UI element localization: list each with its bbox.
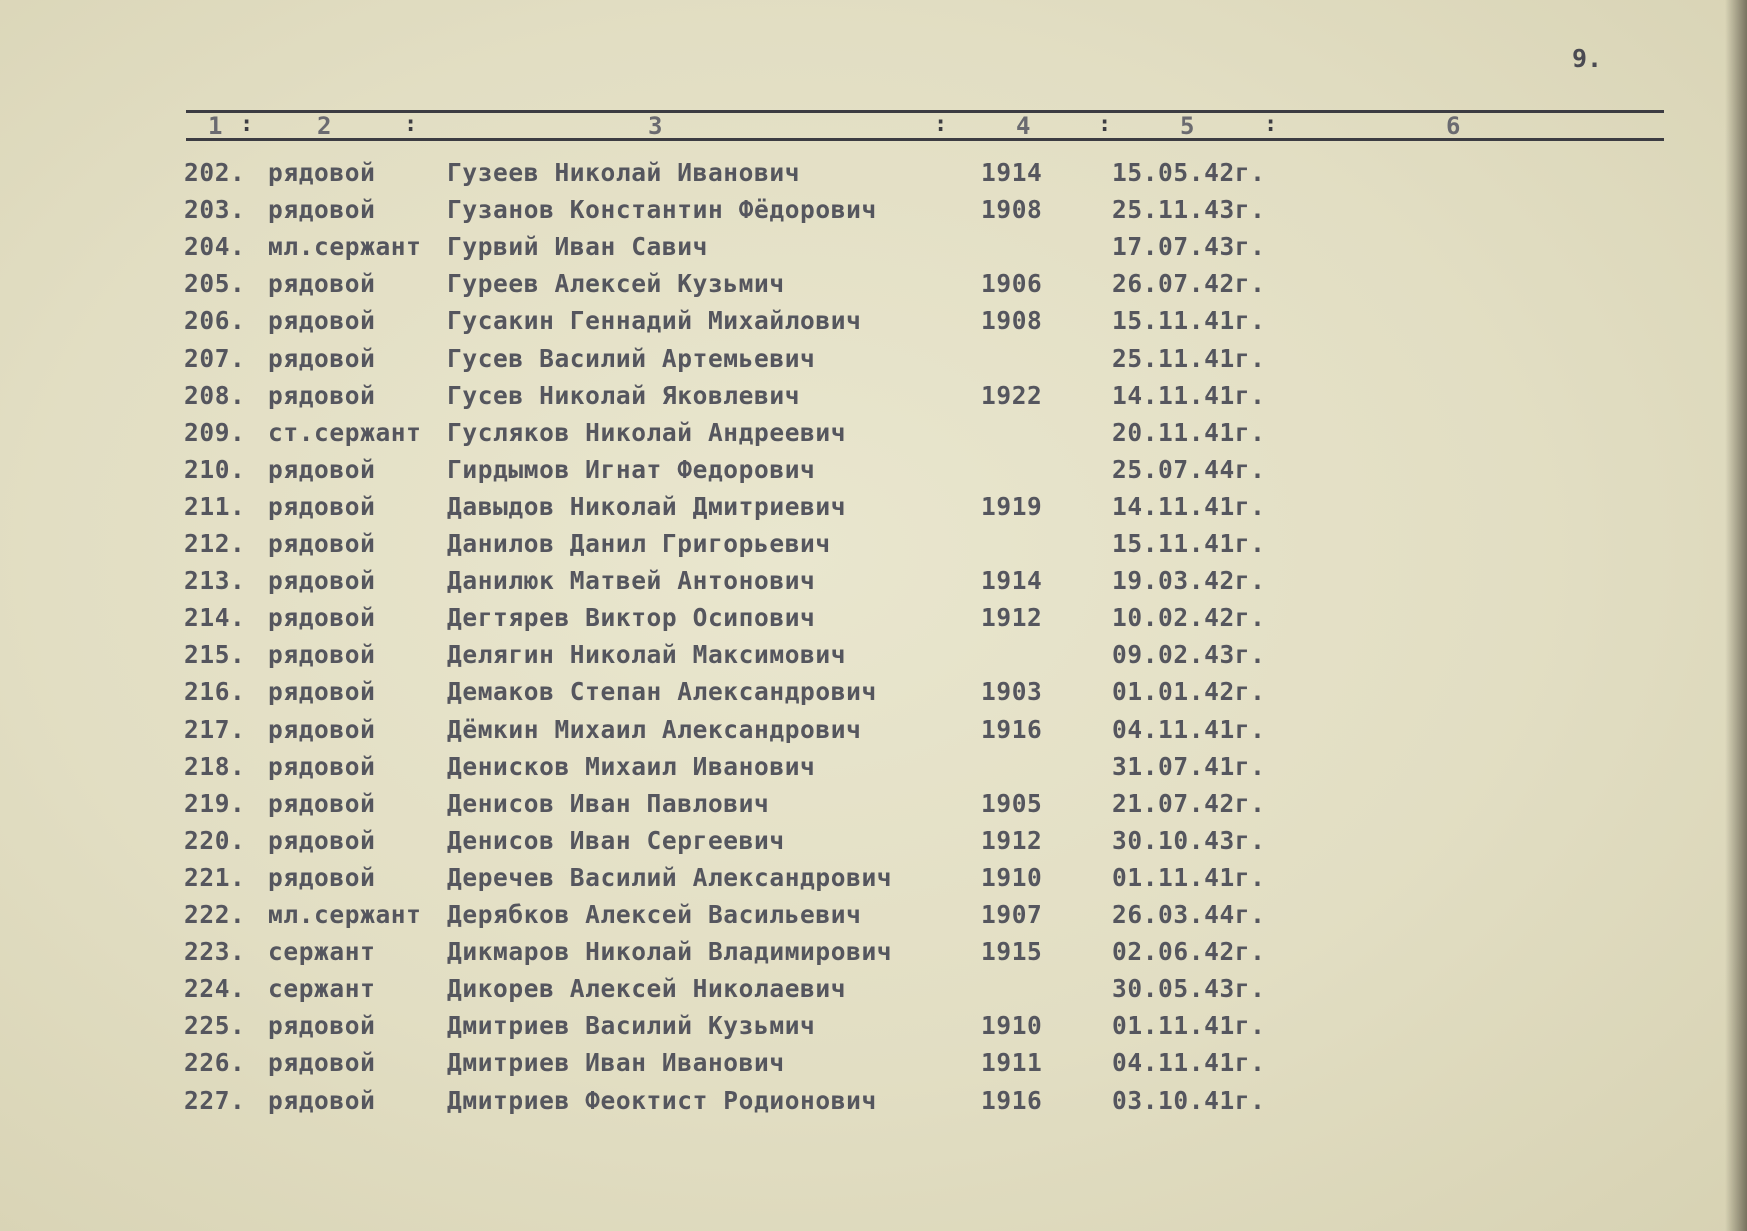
- table-row: [0, 455, 1747, 492]
- column-separator: :: [1264, 112, 1278, 137]
- table-row: [0, 306, 1747, 343]
- record-number: 215.: [184, 640, 246, 670]
- record-birth-year: 1903: [981, 677, 1043, 707]
- record-rank: рядовой: [268, 529, 376, 558]
- record-name: Гирдымов Игнат Федорович: [447, 454, 816, 484]
- table-row: [0, 418, 1747, 455]
- record-number: 224.: [184, 974, 246, 1004]
- record-number: 220.: [184, 825, 246, 855]
- record-number: 225.: [184, 1011, 246, 1041]
- column-header-4: 4: [1016, 112, 1031, 140]
- table-row: [0, 863, 1747, 900]
- column-separator: :: [934, 112, 948, 137]
- record-rank: рядовой: [268, 306, 376, 336]
- record-name: Делягин Николай Максимович: [447, 640, 847, 670]
- table-row: [0, 232, 1747, 269]
- record-rank: рядовой: [268, 788, 376, 818]
- record-rank: рядовой: [268, 677, 376, 707]
- record-number: 221.: [184, 862, 246, 892]
- record-number: 226.: [184, 1048, 246, 1078]
- table-row: [0, 715, 1747, 752]
- record-birth-year: 1912: [981, 603, 1043, 633]
- record-rank: рядовой: [268, 269, 376, 299]
- table-row: [0, 826, 1747, 863]
- record-name: Давыдов Николай Дмитриевич: [447, 491, 847, 521]
- table-row: [0, 974, 1747, 1011]
- column-separator: :: [1098, 112, 1112, 137]
- record-number: 202.: [184, 158, 246, 187]
- record-date: 31.07.41г.: [1112, 751, 1266, 781]
- record-date: 26.07.42г.: [1112, 269, 1266, 299]
- record-name: Дикорев Алексей Николаевич: [447, 974, 847, 1004]
- table-row: [0, 1048, 1747, 1085]
- record-name: Данилов Данил Григорьевич: [447, 529, 831, 558]
- table-row: [0, 529, 1747, 566]
- record-number: 223.: [184, 937, 246, 967]
- column-header-5: 5: [1180, 112, 1195, 140]
- record-rank: рядовой: [268, 603, 376, 633]
- column-header-6: 6: [1446, 112, 1461, 140]
- record-name: Гусляков Николай Андреевич: [447, 417, 847, 447]
- record-number: 205.: [184, 269, 246, 299]
- record-number: 222.: [184, 900, 246, 929]
- record-date: 04.11.41г.: [1112, 1048, 1266, 1078]
- record-rank: мл.сержант: [268, 900, 422, 929]
- record-date: 30.10.43г.: [1112, 825, 1266, 855]
- record-birth-year: 1905: [981, 788, 1043, 818]
- record-rank: рядовой: [268, 640, 376, 670]
- record-name: Демаков Степан Александрович: [447, 677, 877, 707]
- record-birth-year: 1910: [981, 862, 1043, 892]
- table-row: [0, 789, 1747, 826]
- column-separator: :: [404, 112, 418, 137]
- table-row: [0, 640, 1747, 677]
- record-birth-year: 1906: [981, 269, 1043, 299]
- record-rank: ст.сержант: [268, 417, 422, 447]
- table-row: [0, 344, 1747, 381]
- record-rank: рядовой: [268, 751, 376, 781]
- record-birth-year: 1910: [981, 1011, 1043, 1041]
- table-row: [0, 677, 1747, 714]
- record-birth-year: 1914: [981, 158, 1043, 187]
- table-row: [0, 381, 1747, 418]
- record-date: 03.10.41г.: [1112, 1085, 1266, 1115]
- record-date: 09.02.43г.: [1112, 640, 1266, 670]
- record-date: 15.11.41г.: [1112, 306, 1266, 336]
- record-date: 25.11.43г.: [1112, 195, 1266, 225]
- table-row: [0, 492, 1747, 529]
- record-name: Дикмаров Николай Владимирович: [447, 937, 893, 967]
- record-birth-year: 1919: [981, 491, 1043, 521]
- record-date: 25.11.41г.: [1112, 343, 1266, 373]
- record-rank: рядовой: [268, 158, 376, 187]
- record-number: 219.: [184, 788, 246, 818]
- record-rank: рядовой: [268, 343, 376, 373]
- record-number: 216.: [184, 677, 246, 707]
- record-date: 15.11.41г.: [1112, 529, 1266, 558]
- record-name: Гусев Николай Яковлевич: [447, 380, 801, 410]
- record-date: 01.01.42г.: [1112, 677, 1266, 707]
- column-header-3: 3: [648, 112, 663, 140]
- record-name: Данилюк Матвей Антонович: [447, 566, 816, 596]
- record-date: 20.11.41г.: [1112, 417, 1266, 447]
- record-number: 210.: [184, 454, 246, 484]
- record-name: Дмитриев Феоктист Родионович: [447, 1085, 877, 1115]
- record-name: Гуреев Алексей Кузьмич: [447, 269, 785, 299]
- record-number: 212.: [184, 529, 246, 558]
- record-number: 208.: [184, 380, 246, 410]
- record-date: 17.07.43г.: [1112, 232, 1266, 262]
- record-birth-year: 1908: [981, 195, 1043, 225]
- record-number: 206.: [184, 306, 246, 336]
- record-birth-year: 1916: [981, 1085, 1043, 1115]
- record-date: 14.11.41г.: [1112, 380, 1266, 410]
- record-rank: рядовой: [268, 1085, 376, 1115]
- record-name: Гузанов Константин Фёдорович: [447, 195, 877, 225]
- record-number: 218.: [184, 751, 246, 781]
- record-name: Гусакин Геннадий Михайлович: [447, 306, 862, 336]
- table-row: [0, 752, 1747, 789]
- record-date: 10.02.42г.: [1112, 603, 1266, 633]
- record-number: 214.: [184, 603, 246, 633]
- record-name: Денисов Иван Сергеевич: [447, 825, 785, 855]
- record-birth-year: 1908: [981, 306, 1043, 336]
- record-date: 01.11.41г.: [1112, 1011, 1266, 1041]
- record-rank: рядовой: [268, 491, 376, 521]
- record-birth-year: 1922: [981, 380, 1043, 410]
- record-date: 14.11.41г.: [1112, 491, 1266, 521]
- record-rank: рядовой: [268, 862, 376, 892]
- column-separator: :: [240, 112, 254, 137]
- column-header-1: 1: [208, 112, 223, 140]
- record-birth-year: 1914: [981, 566, 1043, 596]
- record-name: Денисов Иван Павлович: [447, 788, 770, 818]
- record-date: 19.03.42г.: [1112, 566, 1266, 596]
- record-rank: мл.сержант: [268, 232, 422, 262]
- record-rank: рядовой: [268, 714, 376, 744]
- record-number: 217.: [184, 714, 246, 744]
- table-row: [0, 195, 1747, 232]
- record-number: 227.: [184, 1085, 246, 1115]
- record-number: 203.: [184, 195, 246, 225]
- record-rank: рядовой: [268, 825, 376, 855]
- record-date: 02.06.42г.: [1112, 937, 1266, 967]
- record-name: Деречев Василий Александрович: [447, 862, 893, 892]
- table-row: [0, 1086, 1747, 1123]
- record-rank: сержант: [268, 974, 376, 1004]
- record-name: Гурвий Иван Савич: [447, 232, 708, 262]
- record-number: 211.: [184, 491, 246, 521]
- record-date: 01.11.41г.: [1112, 862, 1266, 892]
- record-rank: рядовой: [268, 195, 376, 225]
- table-row: [0, 566, 1747, 603]
- record-date: 30.05.43г.: [1112, 974, 1266, 1004]
- record-date: 15.05.42г.: [1112, 158, 1266, 187]
- record-birth-year: 1907: [981, 900, 1043, 929]
- record-name: Гузеев Николай Иванович: [447, 158, 801, 187]
- record-rank: рядовой: [268, 1011, 376, 1041]
- record-rank: рядовой: [268, 454, 376, 484]
- record-name: Дмитриев Василий Кузьмич: [447, 1011, 816, 1041]
- record-rank: рядовой: [268, 1048, 376, 1078]
- record-rank: рядовой: [268, 566, 376, 596]
- record-date: 26.03.44г.: [1112, 900, 1266, 929]
- record-number: 213.: [184, 566, 246, 596]
- table-row: [0, 269, 1747, 306]
- record-name: Дмитриев Иван Иванович: [447, 1048, 785, 1078]
- record-date: 25.07.44г.: [1112, 454, 1266, 484]
- record-number: 209.: [184, 417, 246, 447]
- page-number: 9.: [1572, 44, 1603, 73]
- column-header-2: 2: [317, 112, 332, 140]
- record-rank: сержант: [268, 937, 376, 967]
- table-row: [0, 937, 1747, 974]
- record-number: 207.: [184, 343, 246, 373]
- table-row: [0, 158, 1747, 195]
- record-birth-year: 1912: [981, 825, 1043, 855]
- record-name: Дегтярев Виктор Осипович: [447, 603, 816, 633]
- record-birth-year: 1915: [981, 937, 1043, 967]
- record-rank: рядовой: [268, 380, 376, 410]
- table-row: [0, 1011, 1747, 1048]
- record-name: Дёмкин Михаил Александрович: [447, 714, 862, 744]
- record-name: Дерябков Алексей Васильевич: [447, 900, 862, 929]
- record-name: Гусев Василий Артемьевич: [447, 343, 816, 373]
- record-date: 04.11.41г.: [1112, 714, 1266, 744]
- record-birth-year: 1911: [981, 1048, 1043, 1078]
- record-name: Денисков Михаил Иванович: [447, 751, 816, 781]
- record-birth-year: 1916: [981, 714, 1043, 744]
- table-row: [0, 900, 1747, 937]
- record-number: 204.: [184, 232, 246, 262]
- table-row: [0, 603, 1747, 640]
- record-date: 21.07.42г.: [1112, 788, 1266, 818]
